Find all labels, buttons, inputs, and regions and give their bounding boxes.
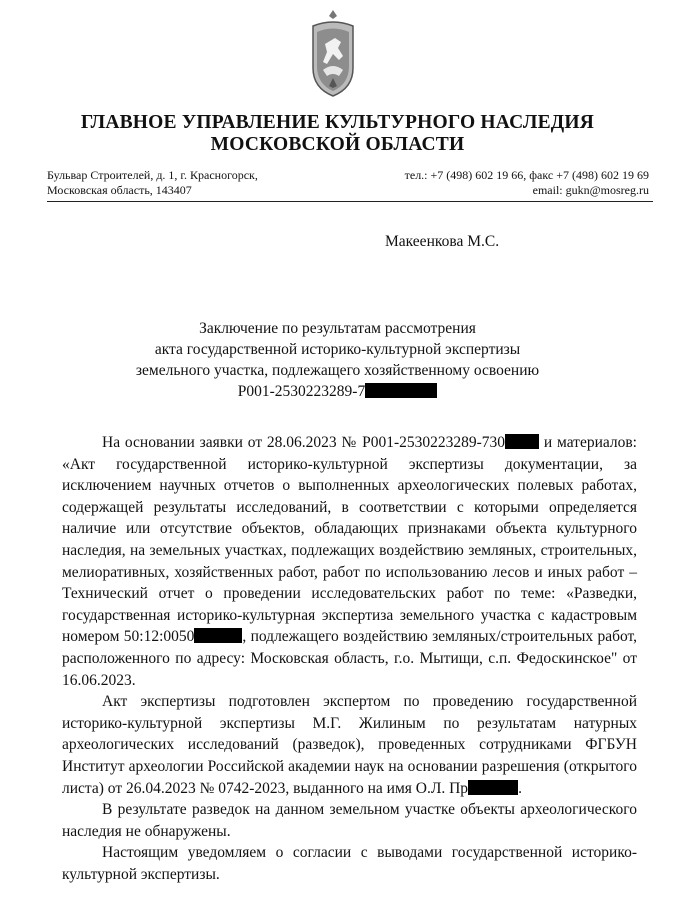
paragraph-text: и материалов: «Акт государственной историко-культурной экспертизы документации, за исключением научных отчетов о выполненных археологических полевых работах, содержащей результаты исследований, в соответствии с которыми определяется наличие или отсутствие объектов, обладающих признаками объекта культурного наследия, на земельных участках, подлежащих воздействию земляных, строительных, мелиоративных, хозяйственных работ, работ по использованию лесов и иных работ – Технический отчет о проведении исследовательских работ по теме: «Разведки, государственная историко-культурная экспертиза земельного участка с кадастровым номером 50:12:0050 [62,434,637,646]
paragraph [62,432,637,691]
paragraph-text: На основании заявки от 28.06.2023 № Р001-2530223289-730 [102,434,506,451]
redaction-block [468,780,518,795]
paragraph [62,691,637,799]
redaction-block [365,383,437,398]
email-line: email: gukn@mosreg.ru [532,183,649,197]
moscow-region-coat-of-arms-icon [303,8,363,98]
address-line: Бульвар Строителей, д. 1, г. Красногорск, [47,168,258,182]
addressee: Макеенкова М.С. [385,233,500,250]
subject-line: земельного участка, подлежащего хозяйственному освоению [135,362,540,379]
organization-region: МОСКОВСКОЙ ОБЛАСТИ [210,134,465,155]
paragraph-text: , подлежащего воздействию земляных/строительных работ, расположенного по адресу: Московская область, г.о. Мытищи, с.п. Федоскинское" от 16.06.2023. [62,628,637,689]
document-subject [0,318,675,402]
paragraph-text: Акт экспертизы подготовлен экспертом по проведению государственной историко-культурной экспертизы М.Г. Жилиным по результатам натурных археологических исследований (разведок), проведенных сотрудниками ФГБУН Институт археологии Российской академии наук на основании разрешения (открытого листа) от 26.04.2023 № 0742-2023, выданного на имя О.Л. Пр [62,693,637,797]
subject-line: Заключение по результатам рассмотрения [199,320,476,337]
redaction-block [505,434,539,449]
subject-line [0,381,675,402]
redaction-block [194,628,242,643]
paragraph: В результате разведок на данном земельном участке объекты археологического наследия не обнаружены. [62,801,637,840]
application-number: Р001-2530223289-7 [237,383,366,400]
organization-contacts [405,168,649,198]
organization-address [47,168,258,198]
subject-line: акта государственной историко-культурной экспертизы [154,341,521,358]
address-line: Московская область, 143407 [47,183,192,197]
paragraph: Настоящим уведомляем о согласии с выводами государственной историко-культурной экспертизы. [62,844,637,883]
document-body [62,432,637,885]
paragraph-text: . [518,779,522,797]
header-divider [47,201,653,202]
phone-fax-line: тел.: +7 (498) 602 19 66, факс +7 (498) 602 19 69 [404,168,649,182]
organization-title: ГЛАВНОЕ УПРАВЛЕНИЕ КУЛЬТУРНОГО НАСЛЕДИЯ [80,112,595,133]
